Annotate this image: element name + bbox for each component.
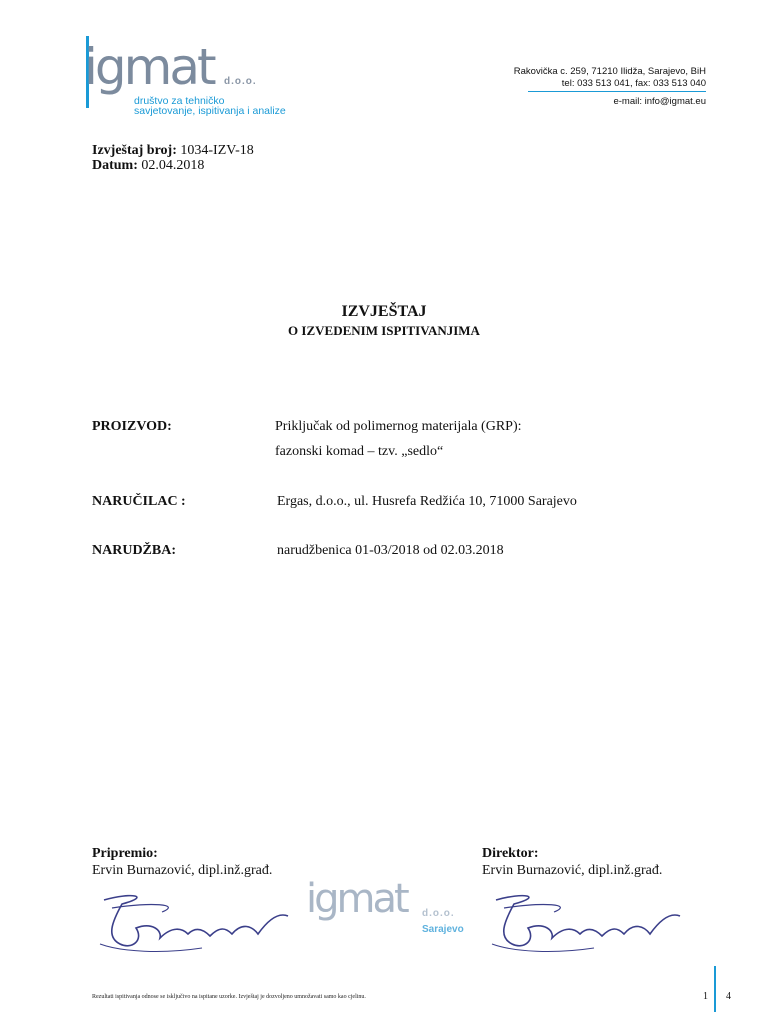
stamp-wordmark: igmat [306,876,407,922]
report-number-label: Izvještaj broj: [92,143,177,158]
signature-right [484,882,684,962]
stamp-city: Sarajevo [422,924,464,935]
logo-suffix: d.o.o. [224,76,257,87]
director-name: Ervin Burnazović, dipl.inž.građ. [482,863,663,878]
document-title: IZVJEŠTAJ [341,303,427,320]
report-number-value: 1034-IZV-18 [176,143,254,158]
logo-tagline-1: društvo za tehničko [134,95,225,107]
report-date-label: Datum: [92,158,138,173]
narudzba-label: NARUDŽBA: [92,543,176,558]
header-divider [528,91,706,92]
company-email: e-mail: info@igmat.eu [613,96,706,107]
stamp-suffix: d.o.o. [422,908,455,919]
proizvod-value-line2: fazonski komad – tzv. „sedlo“ [275,444,444,459]
page-total: 4 [726,991,731,1002]
proizvod-label: PROIZVOD: [92,419,172,434]
footer-divider [714,966,716,1012]
report-number [92,143,254,159]
company-address: Rakovička c. 259, 71210 Ilidža, Sarajevo, BiH [513,66,706,77]
narucilac-value: Ergas, d.o.o., ul. Husrefa Redžića 10, 71000 Sarajevo [277,494,577,509]
prepared-by-role: Pripremio: [92,846,158,861]
report-date-value: 02.04.2018 [137,158,205,173]
company-phone: tel: 033 513 041, fax: 033 513 040 [561,78,706,89]
proizvod-value-line1: Priključak od polimernog materijala (GRP): [275,419,522,434]
company-logo [84,36,314,122]
logo-wordmark: igmat [84,38,214,96]
report-date [92,158,204,174]
logo-tagline-2: savjetovanje, ispitivanja i analize [134,105,286,117]
signature-left [92,882,292,962]
page-number: 1 [703,991,708,1002]
footer-note: Rezultati ispitivanja odnose se isključivo na ispitane uzorke. Izvještaj je dozvoljeno umnožavati samo kao cjelinu. [92,994,366,1000]
narucilac-label: NARUČILAC : [92,494,186,509]
document-subtitle: O IZVEDENIM ISPITIVANJIMA [288,323,480,338]
prepared-by-name: Ervin Burnazović, dipl.inž.građ. [92,863,273,878]
narudzba-value: narudžbenica 01-03/2018 od 02.03.2018 [277,543,504,558]
director-role: Direktor: [482,846,539,861]
company-stamp [306,876,476,946]
